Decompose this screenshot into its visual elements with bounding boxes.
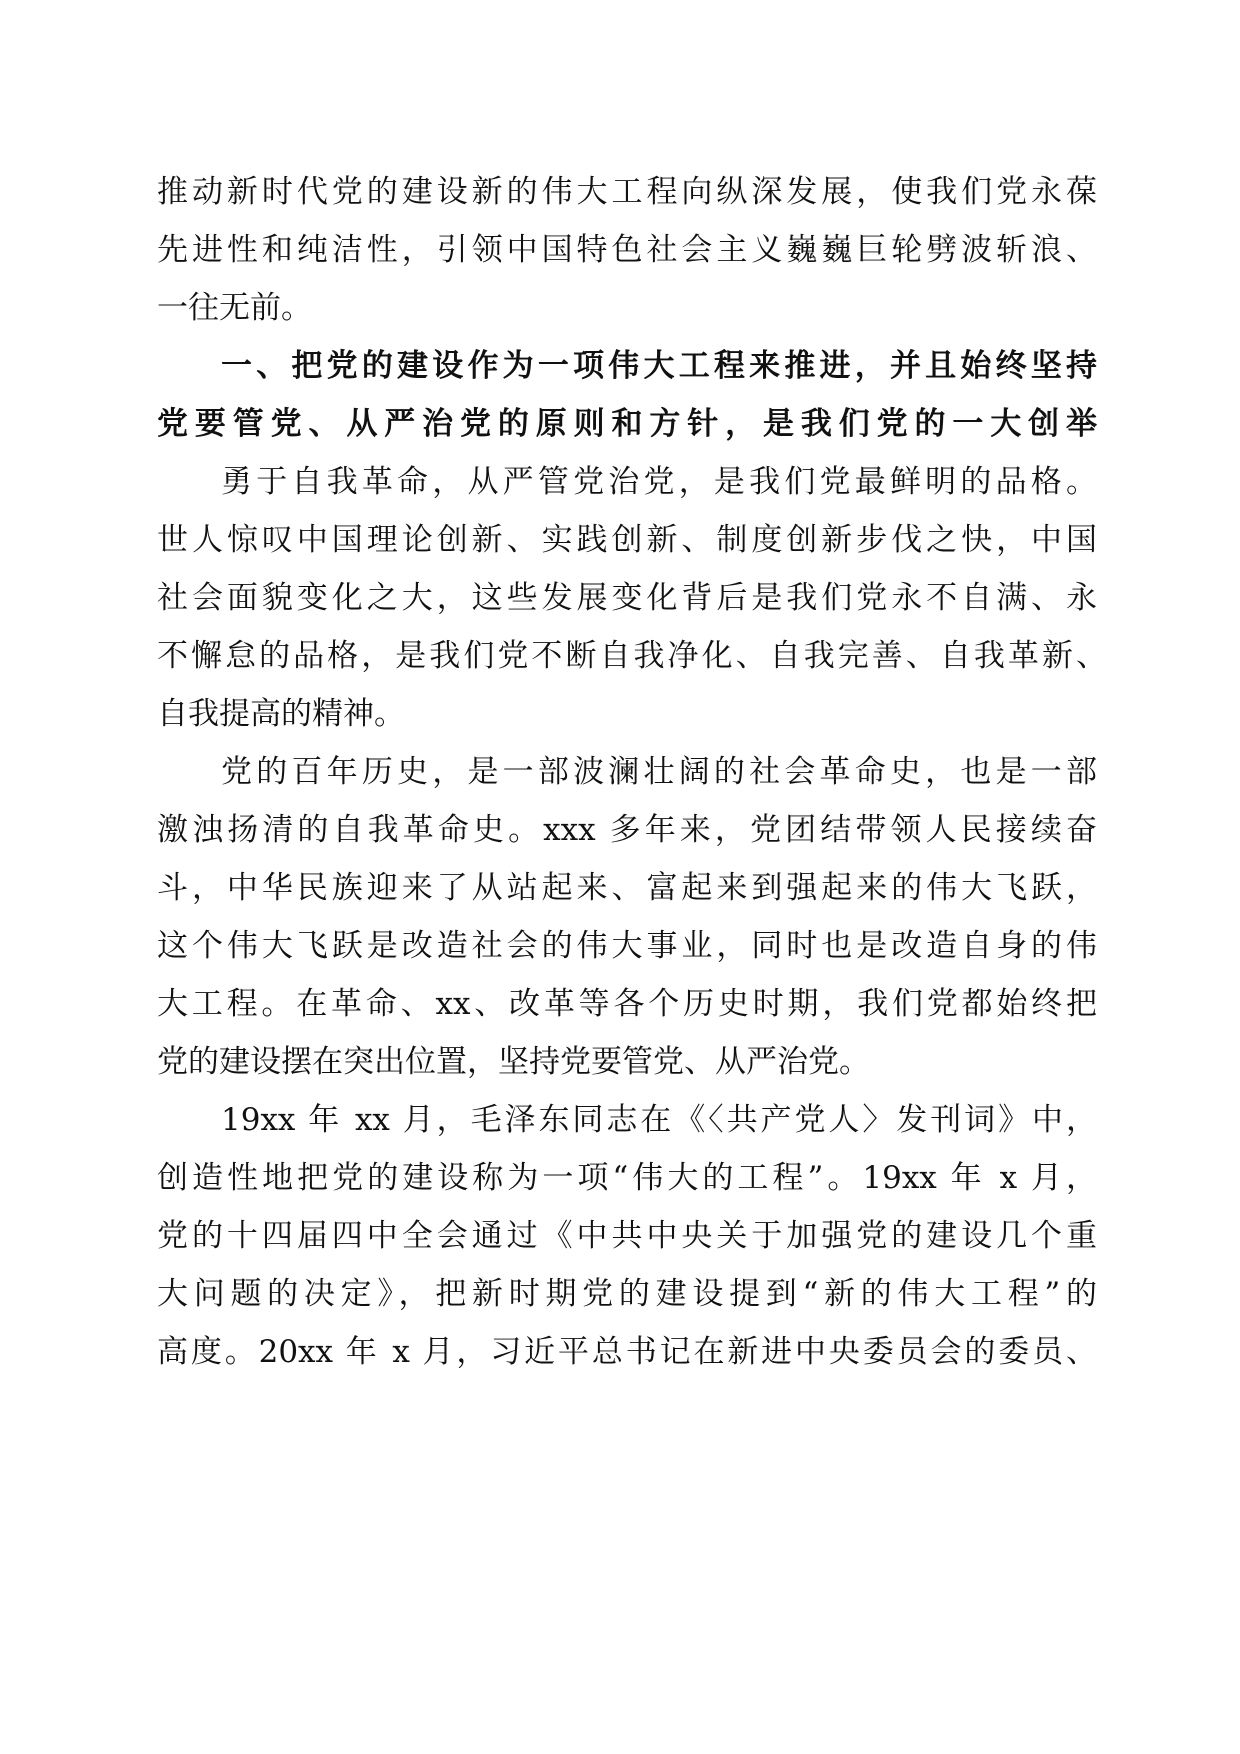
text-line: 先进性和纯洁性，引领中国特色社会主义巍巍巨轮劈波斩浪、 (157, 232, 1097, 268)
text-line: 推动新时代党的建设新的伟大工程向纵深发展，使我们党永葆 (157, 174, 1097, 210)
text-line: 党的建设摆在突出位置，坚持党要管党、从严治党。 (157, 1044, 870, 1080)
text-line: 这个伟大飞跃是改造社会的伟大事业，同时也是改造自身的伟 (157, 928, 1097, 964)
heading-line: 一、把党的建设作为一项伟大工程来推进，并且始终坚持 (221, 348, 1097, 384)
text-line: 自我提高的精神。 (157, 696, 405, 732)
text-line: 勇于自我革命，从严管党治党，是我们党最鲜明的品格。 (221, 464, 1097, 500)
text-line: 党的百年历史，是一部波澜壮阔的社会革命史，也是一部 (221, 754, 1097, 790)
text-line: 一往无前。 (157, 290, 312, 326)
text-line: 斗，中华民族迎来了从站起来、富起来到强起来的伟大飞跃， (157, 870, 1097, 906)
text-line: 19xx 年 xx 月，毛泽东同志在《〈共产党人〉发刊词》中， (221, 1102, 1097, 1138)
text-line: 大问题的决定》，把新时期党的建设提到“新的伟大工程”的 (157, 1276, 1097, 1312)
text-line: 党的十四届四中全会通过《中共中央关于加强党的建设几个重 (157, 1218, 1097, 1254)
text-line: 创造性地把党的建设称为一项“伟大的工程”。19xx 年 x 月， (157, 1160, 1097, 1196)
text-line: 不懈怠的品格，是我们党不断自我净化、自我完善、自我革新、 (157, 638, 1107, 674)
heading-line: 党要管党、从严治党的原则和方针，是我们党的一大创举 (157, 406, 1097, 442)
text-line: 激浊扬清的自我革命史。xxx 多年来，党团结带领人民接续奋 (157, 812, 1097, 848)
text-line: 高度。20xx 年 x 月，习近平总书记在新进中央委员会的委员、 (157, 1334, 1097, 1370)
text-line: 社会面貌变化之大，这些发展变化背后是我们党永不自满、永 (157, 580, 1097, 616)
text-line: 大工程。在革命、xx、改革等各个历史时期，我们党都始终把 (157, 986, 1097, 1022)
text-line: 世人惊叹中国理论创新、实践创新、制度创新步伐之快，中国 (157, 522, 1097, 558)
